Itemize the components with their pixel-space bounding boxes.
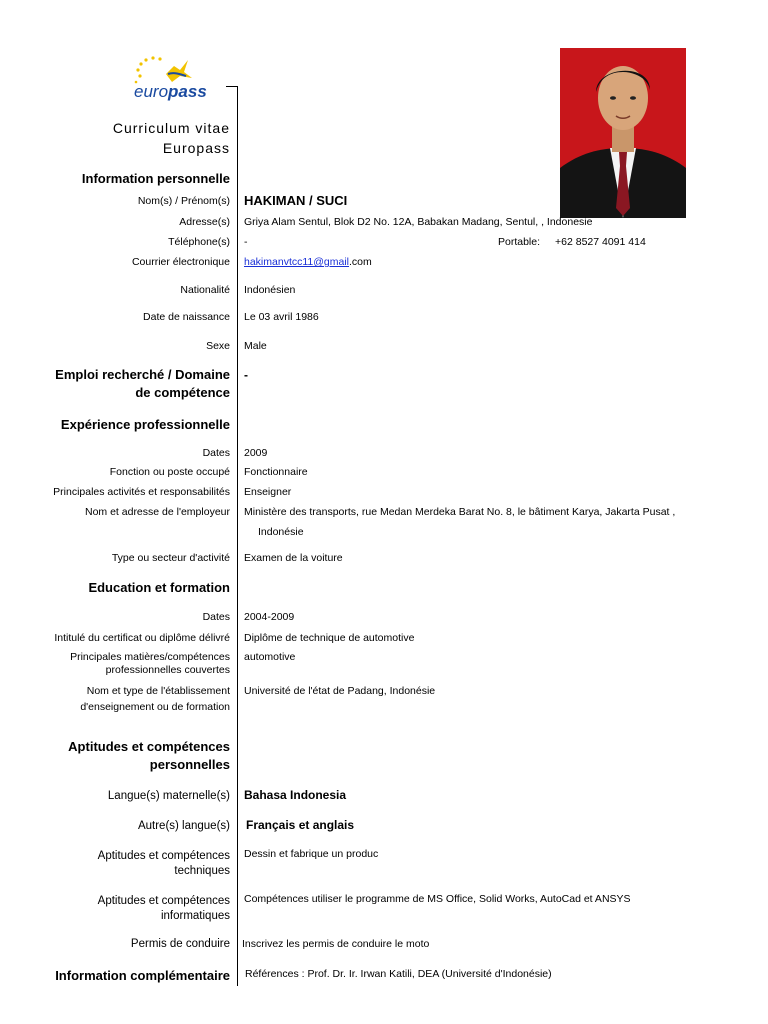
email-value: hakimanvtcc11@gmail.com [244, 256, 372, 268]
mobile-value: +62 8527 4091 414 [555, 236, 646, 248]
exp-employer-value-line1: Ministère des transports, rue Medan Merdeka Barat No. 8, le bâtiment Karya, Jakarta Pusat , [244, 506, 676, 518]
edu-dates-value: 2004-2009 [244, 611, 295, 623]
profile-photo [560, 48, 686, 218]
exp-position-value: Fonctionnaire [244, 466, 308, 478]
edu-subjects-label: Principales matières/compétences professionnelles couvertes [70, 651, 230, 676]
section-personal-info: Information personnelle [81, 171, 230, 186]
driving-license-value: Inscrivez les permis de conduire le moto [242, 938, 430, 950]
birth-label: Date de naissance [143, 311, 230, 323]
section-education: Education et formation [88, 580, 230, 595]
sex-value: Male [244, 340, 267, 352]
email-label: Courrier électronique [131, 256, 230, 268]
exp-employer-label: Nom et adresse de l'employeur [85, 506, 230, 518]
section-job-sought: Emploi recherché / Domaine de compétence [55, 367, 230, 400]
section-skills: Aptitudes et compétences personnelles [68, 739, 230, 772]
it-skills-value: Compétences utiliser le programme de MS Office, Solid Works, AutoCad et ANSYS [244, 893, 631, 905]
nationality-value: Indonésien [244, 284, 296, 296]
name-value: HAKIMAN / SUCI [244, 193, 348, 208]
name-label: Nom(s) / Prénom(s) [137, 195, 230, 207]
exp-sector-label: Type ou secteur d'activité [111, 552, 230, 564]
other-languages-value: Français et anglais [246, 818, 355, 832]
address-value: Griya Alam Sentul, Blok D2 No. 12A, Babakan Madang, Sentul, , Indonesie [244, 216, 593, 228]
section-experience: Expérience professionnelle [60, 417, 230, 432]
nationality-label: Nationalité [180, 284, 230, 296]
exp-activities-label: Principales activités et responsabilités [53, 486, 230, 498]
europass-logo [128, 52, 228, 106]
phone-value: - [244, 236, 248, 248]
edu-institution-label: Nom et type de l'établissement d'enseignement ou de formation [80, 685, 230, 713]
exp-dates-value: 2009 [244, 447, 268, 459]
mobile-label: Portable: [498, 236, 541, 248]
edu-dates-label: Dates [202, 611, 230, 623]
mother-tongue-label: Langue(s) maternelle(s) [107, 790, 230, 802]
job-sought-value: - [244, 368, 248, 382]
exp-dates-label: Dates [202, 447, 230, 459]
tech-skills-value: Dessin et fabrique un produc [244, 848, 379, 860]
exp-employer-value-line2: Indonésie [258, 526, 304, 538]
europass-logo-text: europass [134, 82, 207, 101]
tech-skills-label: Aptitudes et compétences techniques [97, 850, 230, 877]
it-skills-label: Aptitudes et compétences informatiques [97, 895, 230, 922]
edu-diploma-label: Intitulé du certificat ou diplôme délivré [54, 632, 230, 644]
edu-institution-value: Université de l'état de Padang, Indonésie [244, 685, 436, 697]
exp-activities-value: Enseigner [244, 486, 292, 498]
exp-sector-value: Examen de la voiture [244, 552, 343, 564]
address-label: Adresse(s) [179, 216, 230, 228]
other-languages-label: Autre(s) langue(s) [137, 820, 230, 832]
birth-value: Le 03 avril 1986 [244, 311, 319, 323]
phone-label: Téléphone(s) [168, 236, 230, 248]
driving-license-label: Permis de conduire [130, 938, 230, 950]
column-divider [237, 86, 238, 986]
additional-info-value: Références : Prof. Dr. Ir. Irwan Katili, DEA (Université d'Indonésie) [245, 968, 552, 980]
mother-tongue-value: Bahasa Indonesia [244, 788, 347, 802]
sex-label: Sexe [206, 340, 230, 352]
edu-subjects-value: automotive [244, 651, 296, 663]
cv-title: Curriculum vitae Europass [112, 120, 230, 156]
email-link[interactable]: hakimanvtcc11@gmail [244, 256, 350, 268]
section-additional-info: Information complémentaire [55, 968, 230, 983]
exp-position-label: Fonction ou poste occupé [109, 466, 230, 478]
edu-diploma-value: Diplôme de technique de automotive [244, 632, 415, 644]
